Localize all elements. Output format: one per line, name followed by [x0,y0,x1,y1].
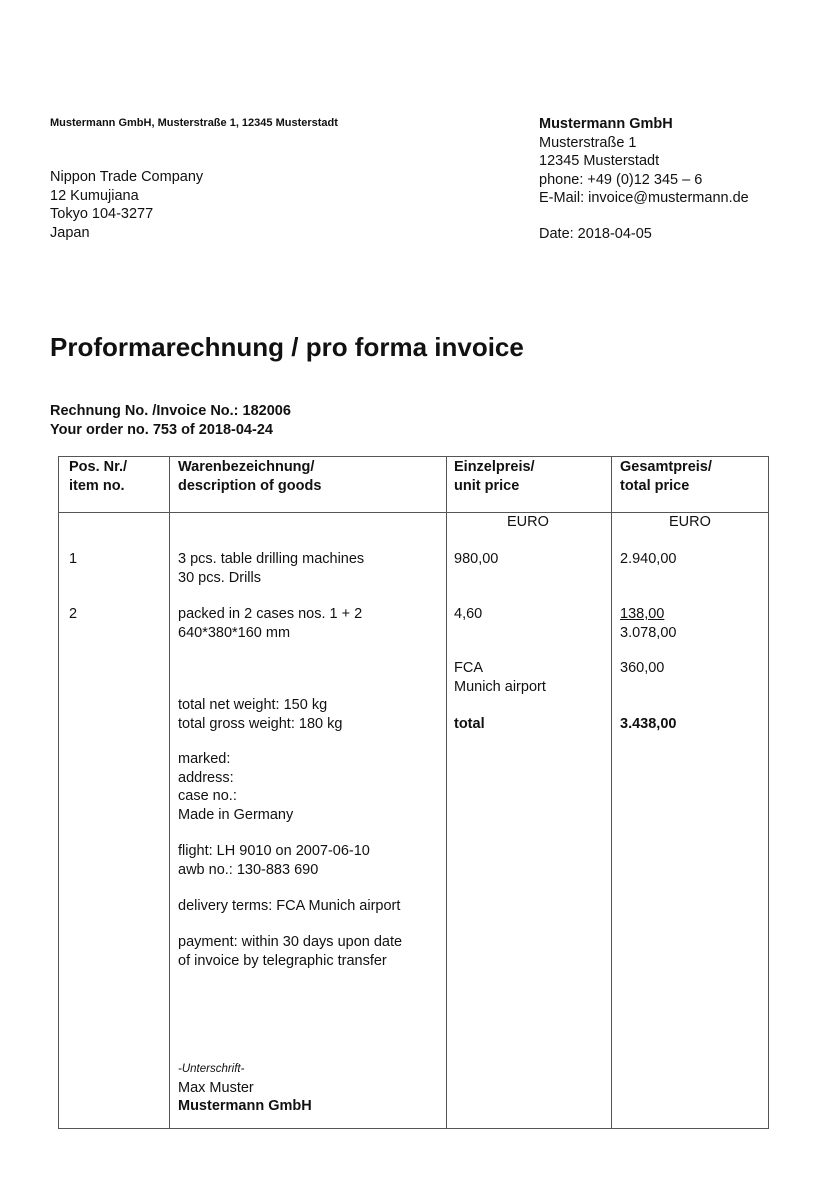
payment-terms [178,933,402,970]
header-desc-en: description of goods [178,477,322,494]
recipient-name: Nippon Trade Company [50,169,204,185]
header-desc-de: Warenbezeichnung/ [178,459,315,475]
payment-line: of invoice by telegraphic transfer [178,952,387,969]
mark-line: Made in Germany [178,806,294,823]
header-total-de: Gesamtpreis/ [620,459,712,475]
fca-total: 360,00 [620,660,665,676]
company-email: E-Mail: invoice@mustermann.de [539,190,749,206]
order-number: Your order no. 753 of 2018-04-24 [50,421,273,438]
total-label: total [454,716,485,732]
subtotal-value: 3.078,00 [620,624,677,641]
row1-total-price: 2.940,00 [620,551,677,567]
flight-line: flight: LH 9010 on 2007-06-10 [178,843,370,859]
company-name: Mustermann GmbH [539,116,673,132]
header-unit-en: unit price [454,477,520,494]
currency-total: EURO [669,514,711,530]
recipient-city: Tokyo 104-3277 [50,206,154,222]
signature-block [178,1060,312,1116]
row2-desc-line: packed in 2 cases nos. 1 + 2 [178,606,363,622]
payment-line: payment: within 30 days upon date [178,934,403,950]
header-total-price [620,458,712,495]
company-phone: phone: +49 (0)12 345 – 6 [539,171,703,188]
currency-unit: EURO [507,514,549,530]
row2-description [178,605,362,642]
shipping-marks [178,750,293,824]
delivery-terms: delivery terms: FCA Munich airport [178,898,401,914]
page-title: Proformarechnung / pro forma invoice [50,332,524,362]
company-street: Musterstraße 1 [539,134,637,151]
header-pos-en: item no. [69,477,125,494]
row1-pos: 1 [69,551,78,567]
mark-line: case no.: [178,788,237,804]
recipient-street: 12 Kumujiana [50,187,139,204]
row2-desc-line: 640*380*160 mm [178,624,291,641]
signer-name: Max Muster [178,1079,254,1096]
row1-unit-price: 980,00 [454,551,499,567]
row1-desc-line: 30 pcs. Drills [178,569,261,586]
fca-term [454,659,546,696]
fca-location: Munich airport [454,678,546,695]
flight-info [178,842,370,879]
row2-unit-price: 4,60 [454,606,483,622]
signature-label: -Unterschrift- [178,1063,245,1075]
total-value: 3.438,00 [620,716,677,732]
header-total-en: total price [620,477,690,494]
header-pos-de: Pos. Nr./ [69,459,128,475]
company-block [539,115,749,208]
header-divider [59,512,768,513]
row2-pos: 2 [69,606,78,622]
awb-line: awb no.: 130-883 690 [178,861,319,878]
sender-return-address: Mustermann GmbH, Musterstraße 1, 12345 Musterstadt [50,117,338,129]
invoice-reference [50,402,291,439]
row2-total [620,605,676,642]
column-divider [611,457,612,1128]
fca-label: FCA [454,660,483,676]
recipient-address [50,168,203,242]
header-unit-price [454,458,535,495]
row1-description [178,550,364,587]
weights [178,696,342,733]
mark-line: address: [178,769,234,786]
signer-company: Mustermann GmbH [178,1098,312,1114]
row1-desc-line: 3 pcs. table drilling machines [178,551,365,567]
net-weight: total net weight: 150 kg [178,697,328,713]
mark-line: marked: [178,751,231,767]
header-description [178,458,321,495]
gross-weight: total gross weight: 180 kg [178,715,343,732]
header-unit-de: Einzelpreis/ [454,459,535,475]
invoice-table [58,456,769,1129]
column-divider [169,457,170,1128]
invoice-date: Date: 2018-04-05 [539,226,652,242]
company-city: 12345 Musterstadt [539,153,660,169]
column-divider [446,457,447,1128]
header-pos [69,458,127,495]
recipient-country: Japan [50,224,90,241]
row2-total-price: 138,00 [620,606,665,622]
invoice-number: Rechnung No. /Invoice No.: 182006 [50,403,291,419]
